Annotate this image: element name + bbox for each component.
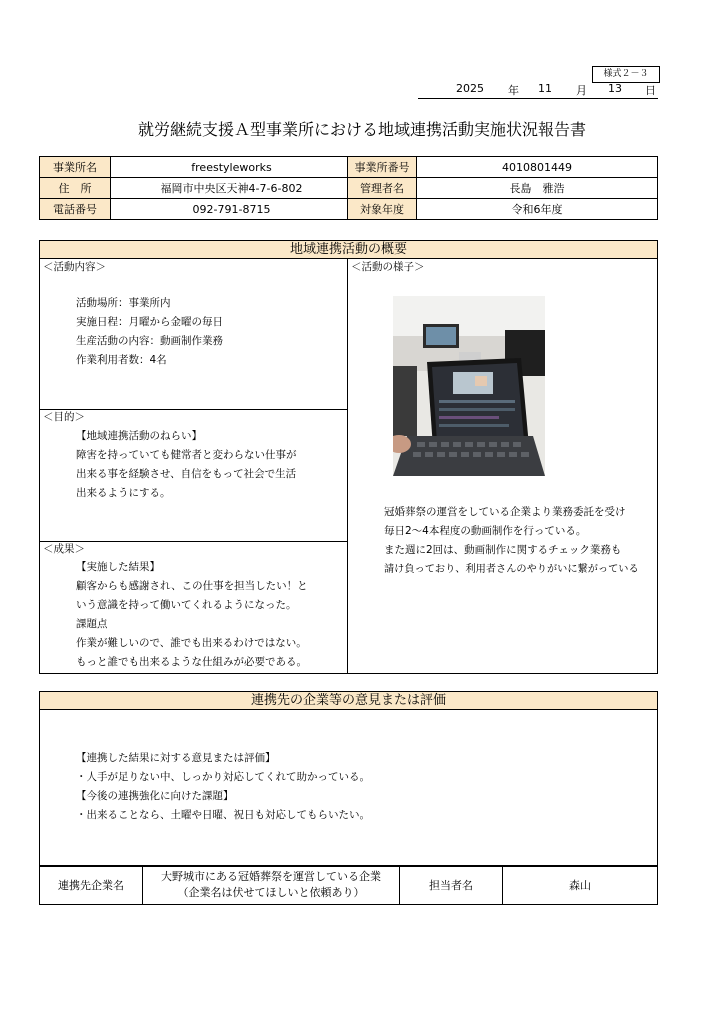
evaluation-line: 【連携した結果に対する意見または評価】 (76, 752, 276, 764)
office-number-label: 事業所番号 (348, 157, 417, 178)
evaluation-line: ・出来ることなら、土曜や日曜、祝日も対応してもらいたい。 (76, 809, 370, 821)
result-line: 作業が難しいので、誰でも出来るわけではない。 (76, 637, 307, 649)
address-value: 福岡市中央区天神4-7-6-802 (111, 178, 353, 199)
partner-value (143, 866, 400, 905)
contact-value: 森山 (503, 866, 658, 905)
partner-label: 連携先企業名 (40, 866, 143, 905)
activity-schedule: 実施日程：月曜から金曜の毎日 (76, 316, 223, 328)
purpose-divider (40, 409, 347, 410)
fiscal-year-value: 令和6年度 (417, 199, 658, 220)
office-number-value: 4010801449 (417, 157, 658, 178)
activity-content-heading: ＜活動内容＞ (43, 261, 106, 273)
scene-line: 毎日2～4本程度の動画制作を行っている。 (384, 525, 587, 537)
result-line: 顧客からも感謝され、この仕事を担当したい！と (76, 580, 308, 592)
phone-value: 092-791-8715 (111, 199, 353, 220)
activity-users: 作業利用者数：4名 (76, 354, 167, 366)
report-title: 就労継続支援Ａ型事業所における地域連携活動実施状況報告書 (137, 120, 586, 139)
office-name-label: 事業所名 (40, 157, 111, 178)
office-info-table (39, 156, 353, 220)
phone-label: 電話番号 (40, 199, 111, 220)
scene-heading: ＜活動の様子＞ (351, 261, 425, 273)
overview-heading: 地域連携活動の概要 (39, 240, 658, 259)
address-label: 住 所 (40, 178, 111, 199)
evaluation-heading: 連携先の企業等の意見または評価 (39, 691, 658, 710)
date-day: 13 (608, 82, 622, 95)
date-year: 2025 (456, 82, 484, 95)
partner-name-line: 大野城市にある冠婚葬祭を運営している企業 (161, 870, 381, 883)
purpose-line: 障害を持っていても健常者と変わらない仕事が (76, 449, 297, 461)
evaluation-line: ・人手が足りない中、しっかり対応してくれて助かっている。 (76, 771, 370, 783)
manager-label: 管理者名 (348, 178, 417, 199)
date-month: 11 (538, 82, 552, 95)
evaluation-line: 【今後の連携強化に向けた課題】 (76, 790, 234, 802)
scene-line: また週に2回は、動画制作に関するチェック業務も (384, 544, 622, 556)
result-divider (40, 541, 347, 542)
overview-divider (347, 258, 348, 673)
form-id-label: 様式２－３ (592, 66, 660, 83)
result-heading: ＜成果＞ (43, 543, 85, 555)
date-year-unit: 年 (508, 84, 519, 97)
partner-table (39, 865, 658, 905)
activity-place: 活動場所：事業所内 (76, 297, 171, 309)
fiscal-year-label: 対象年度 (348, 199, 417, 220)
result-line: 【実施した結果】 (76, 561, 160, 573)
office-meta-table (347, 156, 658, 220)
result-line: いう意識を持って働いてくれるようになった。 (76, 599, 297, 611)
contact-label: 担当者名 (400, 866, 503, 905)
result-line: 課題点 (76, 618, 108, 630)
activity-production: 生産活動の内容：動画制作業務 (76, 335, 223, 347)
purpose-line: 【地域連携活動のねらい】 (76, 430, 202, 442)
purpose-line: 出来る事を経験させ、自信をもって社会で生活 (76, 468, 297, 480)
date-day-unit: 日 (645, 84, 656, 97)
purpose-heading: ＜目的＞ (43, 411, 85, 423)
scene-line: 冠婚葬祭の運営をしている企業より業務委託を受け (384, 506, 626, 518)
purpose-line: 出来るようにする。 (76, 487, 171, 499)
office-name-value: freestyleworks (111, 157, 353, 178)
activity-photo (393, 296, 545, 476)
result-line: もっと誰でも出来るような仕組みが必要である。 (76, 656, 307, 668)
scene-line: 請け負っており、利用者さんのやりがいに繋がっている (384, 564, 639, 575)
partner-note-line: （企業名は伏せてほしいと依頼あり） (177, 886, 365, 899)
laptop-photo-illustration (393, 296, 545, 476)
date-month-unit: 月 (576, 84, 587, 97)
manager-value: 長島 雅浩 (417, 178, 658, 199)
date-underline (418, 98, 658, 99)
